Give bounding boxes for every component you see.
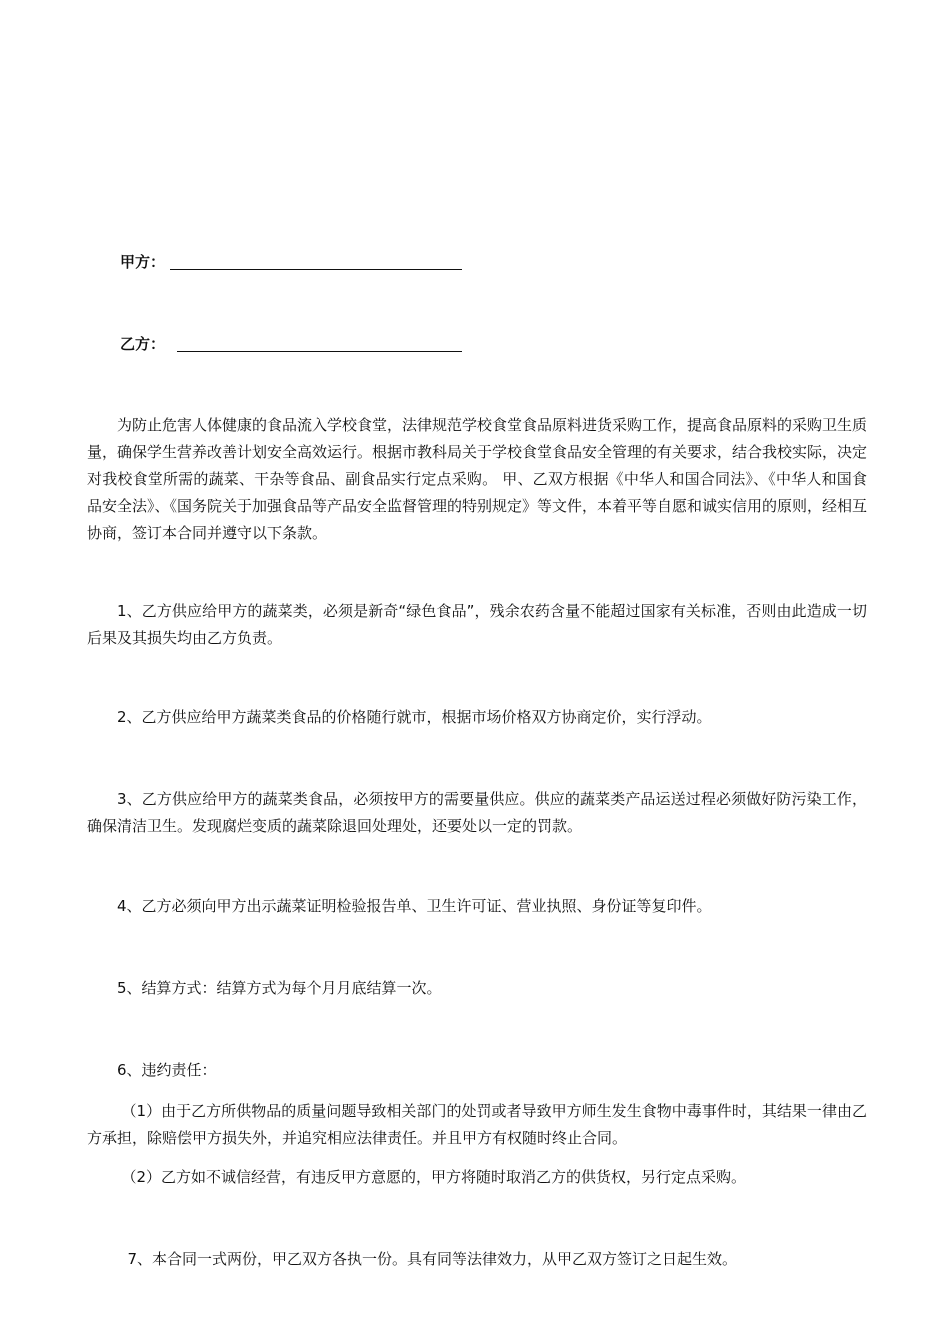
clause-7: 7、本合同一式两份，甲乙双方各执一份。具有同等法律效力，从甲乙双方签订之日起生效。 (127, 1250, 738, 1268)
clause-2: 2、乙方供应给甲方蔬菜类食品的价格随行就市，根据市场价格双方协商定价，实行浮动。 (117, 708, 712, 726)
party-a-signature-line (170, 269, 462, 270)
clause-6-item-1: （1）由于乙方所供物品的质量问题导致相关部门的处罚或者导致甲方师生发生食物中毒事件时，其结果一律由乙方承担，除赔偿甲方损失外，并追究相应法律责任。并且甲方有权随时终止合同。 (87, 1102, 867, 1147)
clause-6-item-2: （2）乙方如不诚信经营，有违反甲方意愿的，甲方将随时取消乙方的供货权，另行定点采购。 (121, 1168, 747, 1186)
clause-4: 4、乙方必须向甲方出示蔬菜证明检验报告单、卫生许可证、营业执照、身份证等复印件。 (117, 897, 712, 915)
party-b-signature-line (177, 351, 462, 352)
party-b-label: 乙方： (120, 335, 166, 353)
preamble-paragraph: 为防止危害人体健康的食品流入学校食堂，法律规范学校食堂食品原料进货采购工作，提高食品原料的采购卫生质量，确保学生营养改善计划安全高效运行。根据市教科局关于学校食堂食品安全管理的有关要求，结合我校实际，决定对我校食堂所需的蔬菜、干杂等食品、副食品实行定点采购。 甲、乙双方根据《中华人和国合同法》、《中华人和国食品安全法》、《国务院关于加强食品等产品安全监督管理的特别规定》等文件，本着平等自愿和诚实信用的原则，经相互协商，签订本合同并遵守以下条款。 (87, 416, 868, 542)
party-a-row (120, 252, 165, 272)
clause-3: 3、乙方供应给甲方的蔬菜类食品，必须按甲方的需要量供应。供应的蔬菜类产品运送过程必须做好防污染工作，确保清洁卫生。发现腐烂变质的蔬菜除退回处理处，还要处以一定的罚款。 (87, 790, 867, 835)
party-b-row (120, 334, 165, 354)
clause-1: 1、乙方供应给甲方的蔬菜类，必须是新奇“绿色食品”，残余农药含量不能超过国家有关标准，否则由此造成一切后果及其损失均由乙方负责。 (87, 602, 867, 647)
clause-5: 5、结算方式：结算方式为每个月月底结算一次。 (117, 979, 442, 997)
party-a-label: 甲方： (120, 253, 166, 271)
clause-6-heading: 6、违约责任： (117, 1061, 217, 1079)
